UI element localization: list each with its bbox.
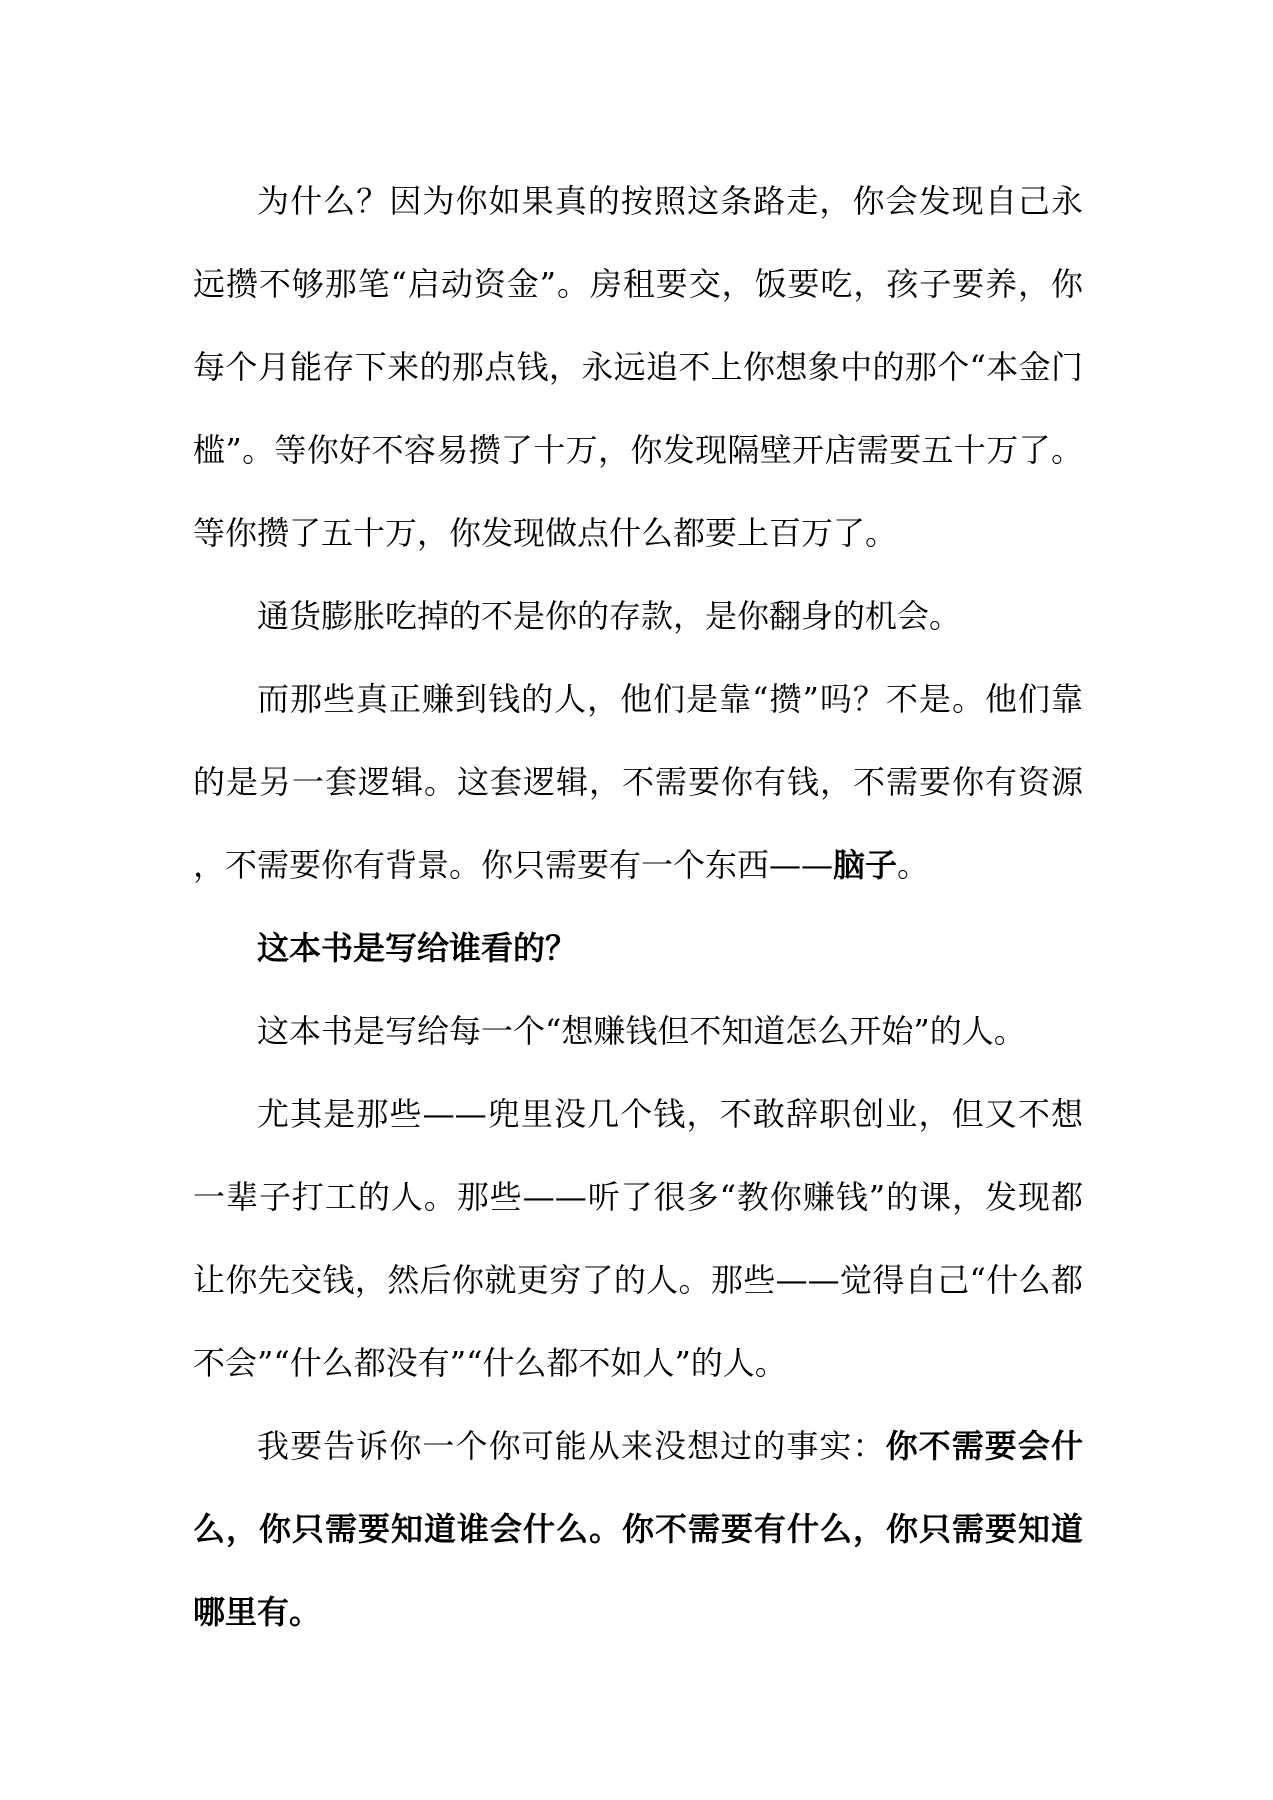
paragraph-text: 。 [897,846,930,884]
paragraph-text: 通货膨胀吃掉的不是你的存款，是你翻身的机会。 [257,597,962,635]
emphasis-text: 脑子 [833,846,898,884]
paragraph-2 [193,575,1083,658]
paragraph-text: 这本书是写给每一个“想赚钱但不知道怎么开始”的人。 [257,1012,1026,1050]
paragraph-5 [193,990,1083,1073]
heading-text: 这本书是写给谁看的？ [257,929,578,967]
paragraph-3 [193,658,1083,907]
document-body [193,160,1083,1654]
paragraph-text: 而那些真正赚到钱的人，他们是靠“攒”吗？不是。他们靠的是另一套逻辑。这套逻辑，不需要你有钱，不需要你有资源，不需要你有背景。你只需要有一个东西—— [193,680,1083,884]
emphasis-text: 你不需要会什么，你只需要知道谁会什么。你不需要有什么，你只需要知道哪里有。 [193,1427,1083,1631]
paragraph-text: 为什么？因为你如果真的按照这条路走，你会发现自己永远攒不够那笔“启动资金”。房租要交，饭要吃，孩子要养，你每个月能存下来的那点钱，永远追不上你想象中的那个“本金门槛”。等你好不容易攒了十万，你发现隔壁开店需要五十万了。等你攒了五十万，你发现做点什么都要上百万了。 [193,182,1083,552]
paragraph-6 [193,1073,1083,1405]
paragraph-7 [193,1405,1083,1654]
paragraph-1 [193,160,1083,575]
section-heading [193,907,1083,990]
paragraph-text: 尤其是那些——兜里没几个钱，不敢辞职创业，但又不想一辈子打工的人。那些——听了很多“教你赚钱”的课，发现都让你先交钱，然后你就更穷了的人。那些——觉得自己“什么都不会”“什么都没有”“什么都不如人”的人。 [193,1095,1083,1382]
paragraph-text: 我要告诉你一个你可能从来没想过的事实： [257,1427,886,1465]
